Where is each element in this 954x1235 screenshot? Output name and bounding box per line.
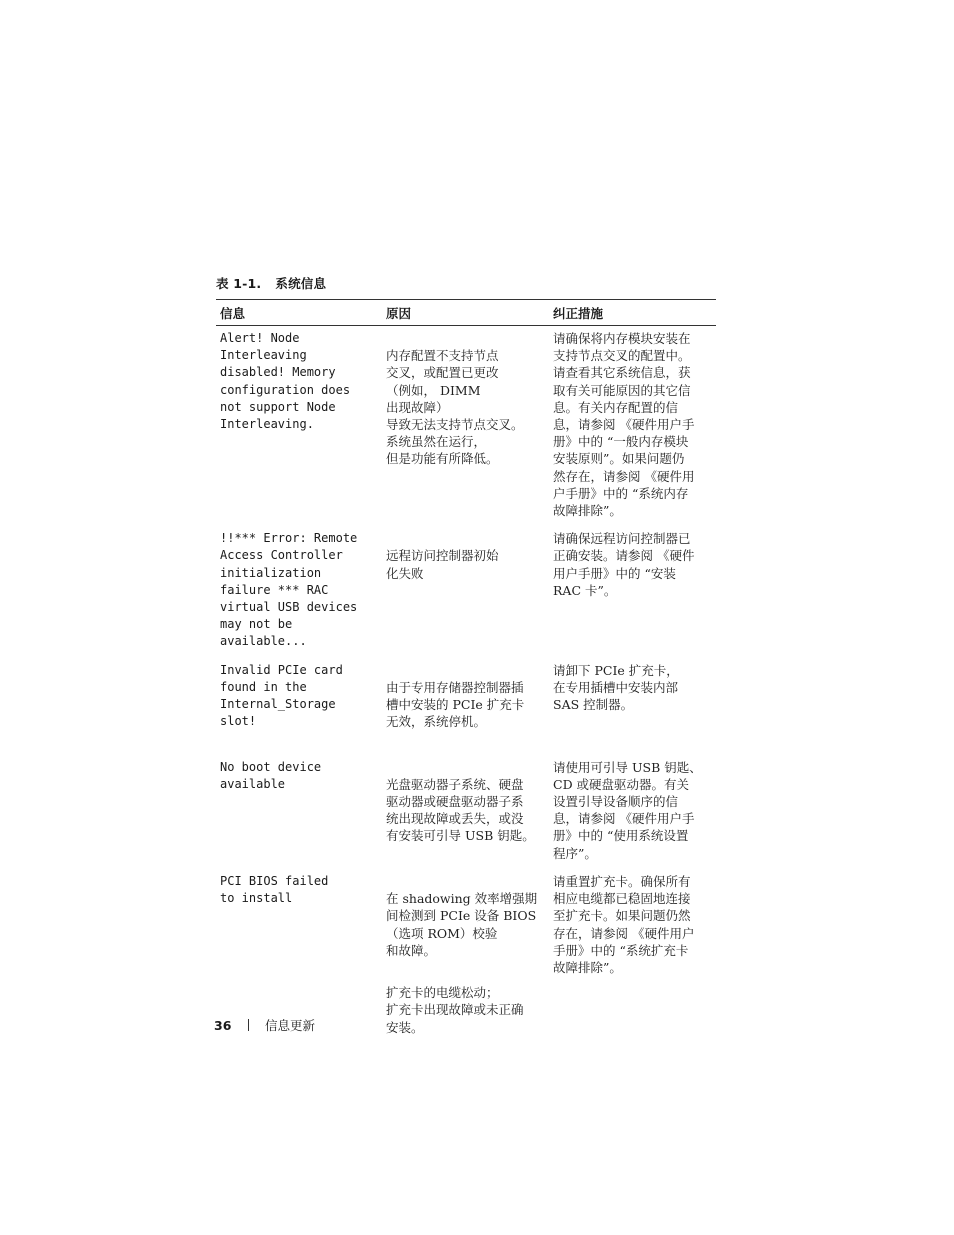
action-cell: 请重置扩充卡。确保所有 相应电缆都已稳固地连接 至扩充卡。如果问题仍然 存在，请参阅 《硬件用户 手册》中的 “系统扩充卡 故障排除”。 <box>553 873 695 975</box>
cause-cell <box>382 755 549 869</box>
system-messages-table <box>216 299 716 1060</box>
action-cell: 请确保将内存模块安装在 支持节点交叉的配置中。 请查看其它系统信息，获 取有关可能原因的其它信 息。有关内存配置的信 息，请参阅 《硬件用户手 册》中的 “一般内存模块 安装原则”。如果问题仍 然存在，请参阅 《硬件用 户手册》中的 “系统内存 故障排除”。 <box>553 331 695 519</box>
cause-paragraph: 扩充卡的电缆松动； 扩充卡出现故障或未正确 安装。 <box>386 985 524 1035</box>
cause-paragraph: 远程访问控制器初始 化失败 <box>386 548 499 581</box>
cause-paragraph: 内存配置不支持节点 交叉，或配置已更改 （例如， DIMM 出现故障） 导致无法支持节点交叉。 系统虽然在运行， 但是功能有所降低。 <box>386 348 524 467</box>
table-row <box>216 658 716 755</box>
page-footer <box>214 1016 315 1034</box>
table-caption-number: 表 1-1. <box>216 276 262 291</box>
table-row <box>216 526 716 657</box>
action-cell: 请确保远程访问控制器已 正确安装。请参阅 《硬件 用户手册》中的 “安装 RAC 卡”。 <box>553 531 695 598</box>
message-cell: No boot device available <box>220 759 322 791</box>
column-header-action: 纠正措施 <box>549 300 716 326</box>
action-cell: 请使用可引导 USB 钥匙、 CD 或硬盘驱动器。有关 设置引导设备顺序的信 息，请参阅 《硬件用户手 册》中的 “使用系统设置 程序”。 <box>553 759 702 861</box>
cause-cell <box>382 658 549 755</box>
footer-section-title: 信息更新 <box>265 1018 316 1033</box>
table-body <box>216 326 716 1060</box>
table-header-row <box>216 300 716 326</box>
cause-cell <box>382 869 549 1060</box>
system-messages-table-wrapper <box>216 299 716 1060</box>
cause-paragraph: 由于专用存储器控制器插 槽中安装的 PCIe 扩充卡 无效，系统停机。 <box>386 679 525 730</box>
page-number: 36 <box>214 1017 232 1033</box>
message-cell: Invalid PCIe card found in the Internal_Storage slot! <box>220 662 343 729</box>
column-header-message: 信息 <box>216 300 382 326</box>
cause-paragraph: 在 shadowing 效率增强期 间检测到 PCIe 设备 BIOS （选项 ROM）校验 和故障。 <box>386 891 538 958</box>
action-cell: 请卸下 PCIe 扩充卡， 在专用插槽中安装内部 SAS 控制器。 <box>553 662 679 713</box>
table-row <box>216 326 716 527</box>
column-header-cause: 原因 <box>382 300 549 326</box>
cause-cell <box>382 326 549 527</box>
table-row <box>216 755 716 869</box>
message-cell: Alert! Node Interleaving disabled! Memory configuration does not support Node Interleaving. <box>220 331 351 432</box>
cause-cell <box>382 526 549 657</box>
table-caption <box>216 274 326 292</box>
footer-divider <box>248 1019 249 1031</box>
cause-paragraph: 光盘驱动器子系统、硬盘 驱动器或硬盘驱动器子系 统出现故障或丢失，或没 有安装可引导 USB 钥匙。 <box>386 776 535 844</box>
message-cell: !!*** Error: Remote Access Controller initialization failure *** RAC virtual USB devices may not be available... <box>220 531 358 649</box>
table-header <box>216 300 716 326</box>
message-cell: PCI BIOS failed to install <box>220 873 329 906</box>
table-caption-title: 系统信息 <box>275 276 327 291</box>
